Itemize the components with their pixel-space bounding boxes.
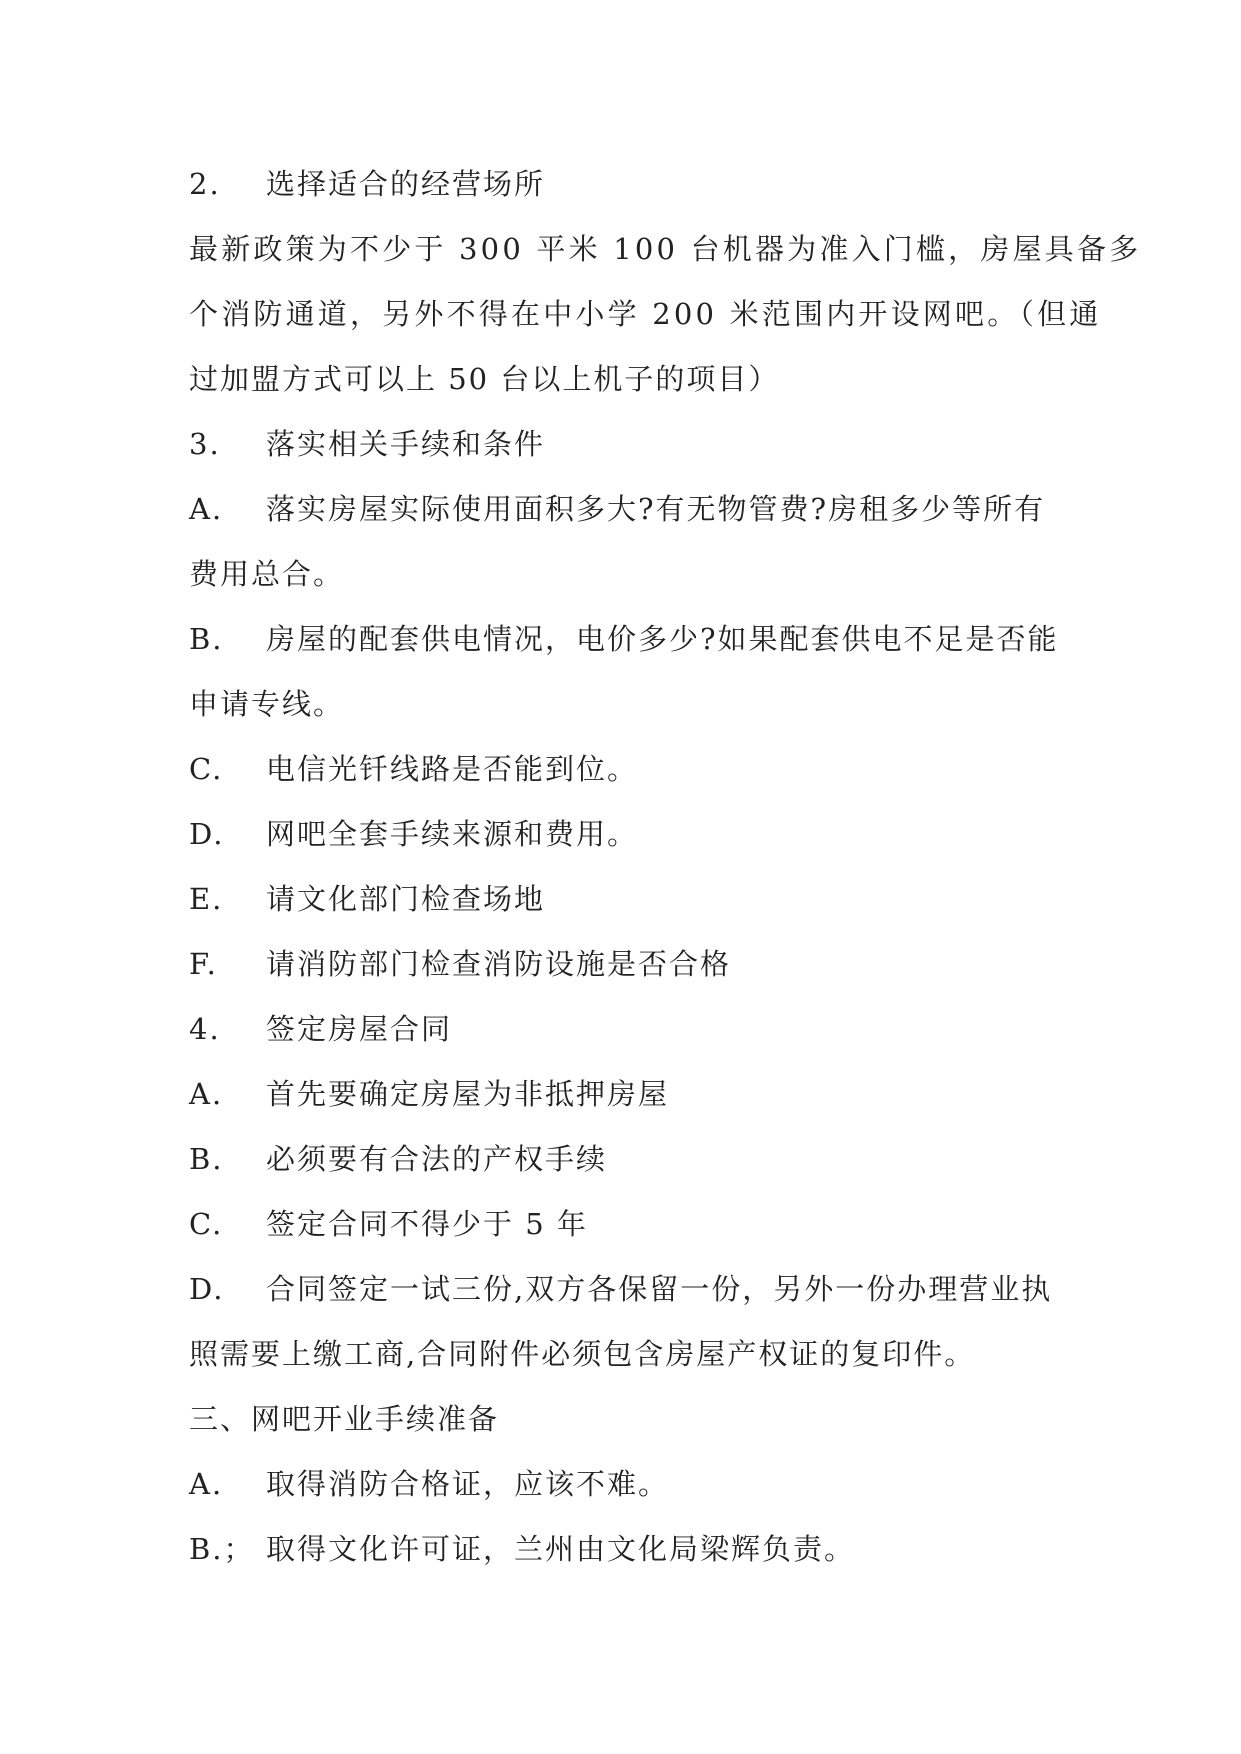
line-text: 三、网吧开业手续准备 <box>189 1402 500 1436</box>
line-text: 费用总合。 <box>189 557 345 591</box>
list-number: 2. <box>189 167 221 201</box>
line-text: 过加盟方式可以上 50 台以上机子的项目） <box>189 362 780 396</box>
list-item <box>189 607 1059 672</box>
list-letter: C. <box>189 752 224 786</box>
list-number: 3. <box>189 427 221 461</box>
list-letter: B.； <box>189 1532 255 1566</box>
line-text: 签定房屋合同 <box>266 1012 453 1046</box>
paragraph-line <box>189 672 1059 737</box>
line-text: 申请专线。 <box>189 687 345 721</box>
line-text: 网吧全套手续来源和费用。 <box>266 817 639 851</box>
paragraph-line <box>189 1322 1059 1387</box>
list-letter: D. <box>189 1272 225 1306</box>
list-letter: D. <box>189 817 225 851</box>
document-body <box>189 152 1142 1582</box>
line-text: 请文化部门检查场地 <box>266 882 546 916</box>
list-item <box>189 1127 1059 1192</box>
list-number: 4. <box>189 1012 221 1046</box>
line-text: 最新政策为不少于 300 平米 100 台机器为准入门槛，房屋具备多 <box>189 232 1142 266</box>
list-item <box>189 802 1059 867</box>
line-text: 选择适合的经营场所 <box>266 167 546 201</box>
list-letter: F. <box>189 947 218 981</box>
list-item <box>189 477 1059 542</box>
list-item <box>189 1062 1059 1127</box>
paragraph-line <box>189 217 1142 282</box>
list-letter: C. <box>189 1207 224 1241</box>
section-heading <box>189 1387 1059 1452</box>
list-item <box>189 867 1059 932</box>
line-text: 必须要有合法的产权手续 <box>266 1142 608 1176</box>
paragraph-line <box>189 542 1059 607</box>
list-item <box>189 932 1059 997</box>
list-letter: B. <box>189 1142 224 1176</box>
heading-line <box>189 997 1059 1062</box>
list-item <box>189 1257 1059 1322</box>
heading-line <box>189 152 1059 217</box>
line-text: 个消防通道，另外不得在中小学 200 米范围内开设网吧。（但通 <box>189 297 1102 331</box>
line-text: 落实相关手续和条件 <box>266 427 546 461</box>
list-letter: A. <box>189 1467 224 1501</box>
line-text: 取得消防合格证，应该不难。 <box>266 1467 670 1501</box>
list-item <box>189 1452 1059 1517</box>
list-item <box>189 1517 1059 1582</box>
line-text: 房屋的配套供电情况，电价多少?如果配套供电不足是否能 <box>266 622 1059 656</box>
paragraph-line <box>189 282 1102 347</box>
line-text: 落实房屋实际使用面积多大?有无物管费?房租多少等所有 <box>266 492 1046 526</box>
list-letter: B. <box>189 622 224 656</box>
line-text: 照需要上缴工商,合同附件必须包含房屋产权证的复印件。 <box>189 1337 976 1371</box>
list-letter: A. <box>189 492 224 526</box>
line-text: 电信光钎线路是否能到位。 <box>266 752 639 786</box>
line-text: 请消防部门检查消防设施是否合格 <box>266 947 732 981</box>
list-letter: E. <box>189 882 224 916</box>
list-item <box>189 737 1059 802</box>
list-item <box>189 1192 1059 1257</box>
heading-line <box>189 412 1059 477</box>
line-text: 合同签定一试三份,双方各保留一份，另外一份办理营业执 <box>266 1272 1053 1306</box>
list-letter: A. <box>189 1077 224 1111</box>
line-text: 取得文化许可证，兰州由文化局梁辉负责。 <box>266 1532 856 1566</box>
paragraph-line <box>189 347 1059 412</box>
line-text: 首先要确定房屋为非抵押房屋 <box>266 1077 670 1111</box>
line-text: 签定合同不得少于 5 年 <box>266 1207 588 1241</box>
